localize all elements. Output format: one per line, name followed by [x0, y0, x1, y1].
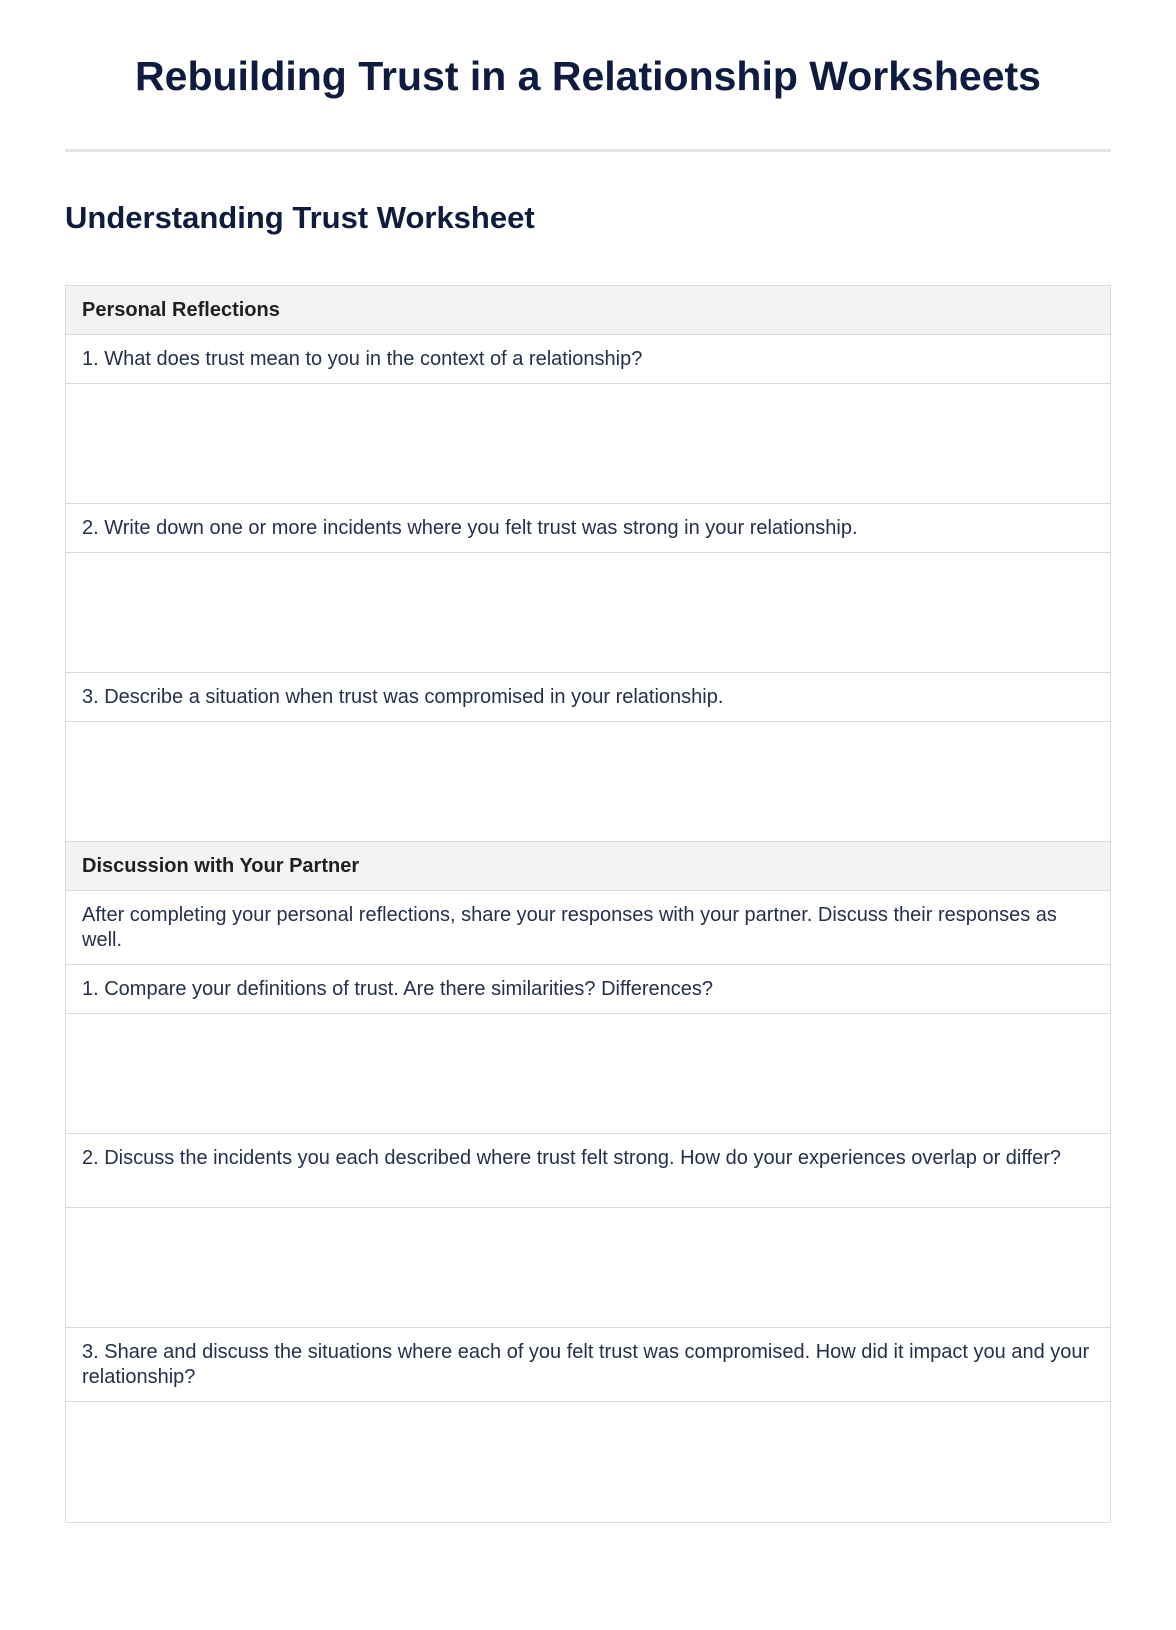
discussion-answer-1[interactable] — [66, 1014, 1110, 1134]
reflection-answer-1[interactable] — [66, 384, 1110, 504]
discussion-question-3: 3. Share and discuss the situations where each of you felt trust was compromised. How did it impact you and your relationship? — [66, 1328, 1110, 1402]
reflection-question-3: 3. Describe a situation when trust was compromised in your relationship. — [66, 673, 1110, 722]
discussion-question-2: 2. Discuss the incidents you each described where trust felt strong. How do your experiences overlap or differ? — [66, 1134, 1110, 1208]
reflection-question-2: 2. Write down one or more incidents where you felt trust was strong in your relationship. — [66, 504, 1110, 553]
title-divider — [65, 149, 1111, 152]
worksheet-table — [65, 285, 1111, 1523]
discussion-intro: After completing your personal reflections, share your responses with your partner. Discuss their responses as well. — [66, 891, 1110, 965]
reflection-question-1: 1. What does trust mean to you in the context of a relationship? — [66, 335, 1110, 384]
personal-reflections-heading: Personal Reflections — [66, 286, 1110, 335]
reflection-answer-2[interactable] — [66, 553, 1110, 673]
discussion-answer-3[interactable] — [66, 1402, 1110, 1522]
discussion-answer-2[interactable] — [66, 1208, 1110, 1328]
reflection-answer-3[interactable] — [66, 722, 1110, 842]
document-title: Rebuilding Trust in a Relationship Worksheets — [135, 53, 1041, 99]
discussion-question-1: 1. Compare your definitions of trust. Are there similarities? Differences? — [66, 965, 1110, 1014]
discussion-heading: Discussion with Your Partner — [66, 842, 1110, 891]
section-title: Understanding Trust Worksheet — [65, 200, 535, 235]
